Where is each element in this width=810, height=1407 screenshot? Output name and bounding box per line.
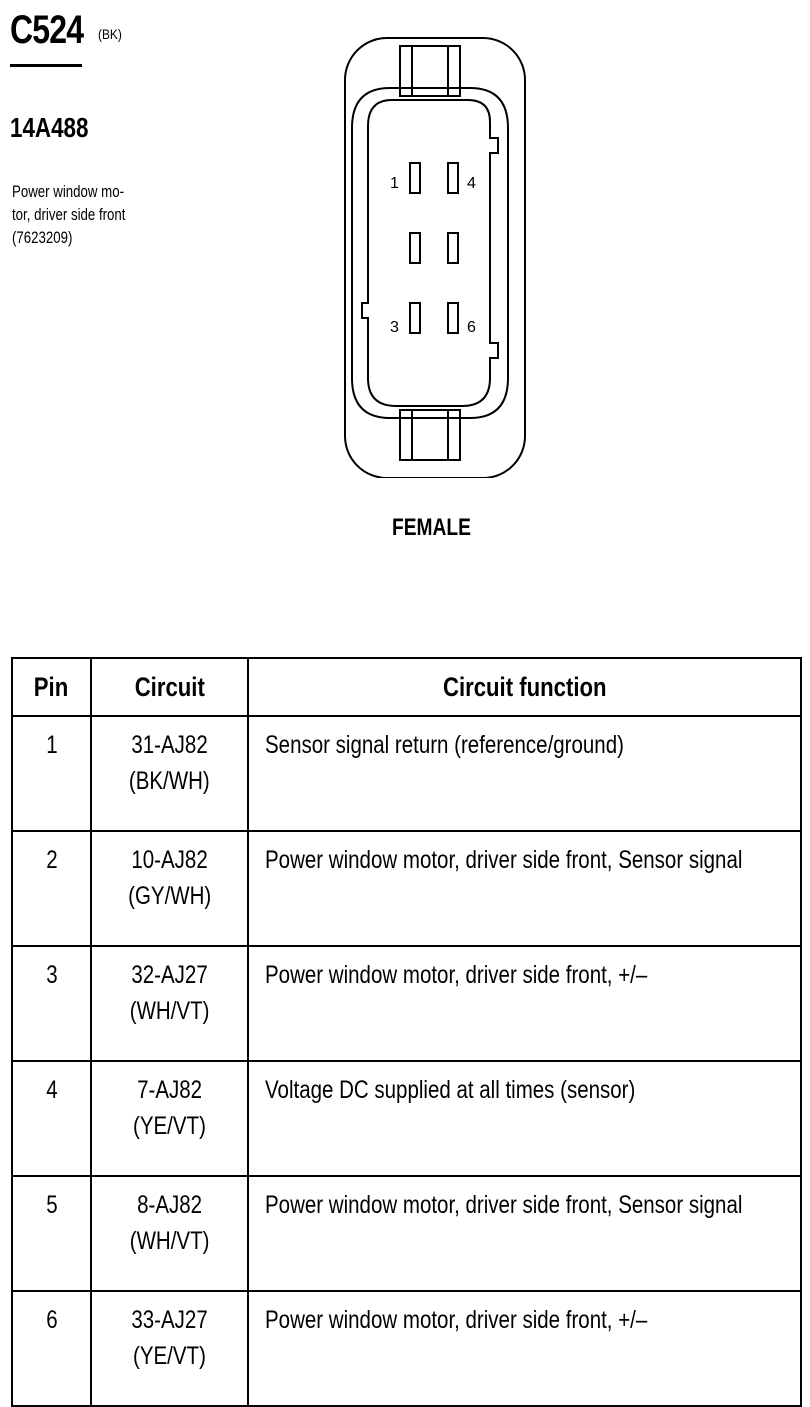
description-line: tor, driver side front xyxy=(12,205,126,224)
circuit-number: 32-AJ27 xyxy=(131,961,208,989)
pinout-table xyxy=(11,657,802,1407)
circuit-number: 8-AJ82 xyxy=(137,1191,202,1219)
circuit-function: Power window motor, driver side front, +/– xyxy=(265,961,648,989)
table-row xyxy=(12,716,801,831)
pin-cavity-5 xyxy=(448,233,458,263)
function-cell xyxy=(248,1176,801,1291)
circuit-number: 33-AJ27 xyxy=(131,1306,208,1334)
pin-cavity-3 xyxy=(410,303,420,333)
function-cell xyxy=(248,831,801,946)
circuit-cell xyxy=(91,1061,248,1176)
header-circuit xyxy=(91,658,248,716)
wire-color: (YE/VT) xyxy=(133,1112,206,1140)
title-underline xyxy=(10,64,82,67)
circuit-function: Sensor signal return (reference/ground) xyxy=(265,731,624,759)
function-cell xyxy=(248,1291,801,1406)
pin-cell xyxy=(12,1061,91,1176)
wire-color: (BK/WH) xyxy=(129,767,210,795)
connector-outer-housing xyxy=(345,38,525,478)
table-row xyxy=(12,1291,801,1406)
circuit-cell xyxy=(91,946,248,1061)
pin-number: 2 xyxy=(45,846,58,874)
circuit-cell xyxy=(91,716,248,831)
connector-inner-shell xyxy=(352,88,508,418)
pin-number: 4 xyxy=(45,1076,58,1104)
pin-label-4: 4 xyxy=(467,175,476,192)
table-header-row xyxy=(12,658,801,716)
connector-color-code: (BK) xyxy=(98,26,122,42)
circuit-cell xyxy=(91,831,248,946)
pin-cavity-6 xyxy=(448,303,458,333)
pin-cell xyxy=(12,1291,91,1406)
pin-label-3: 3 xyxy=(390,319,399,336)
function-cell xyxy=(248,946,801,1061)
circuit-function: Power window motor, driver side front, Sensor signal xyxy=(265,1191,743,1219)
wire-color: (YE/VT) xyxy=(133,1342,206,1370)
wire-color: (WH/VT) xyxy=(129,997,210,1025)
pin-label-1: 1 xyxy=(390,175,399,192)
part-number: 14A488 xyxy=(10,112,89,143)
wire-color: (WH/VT) xyxy=(129,1227,210,1255)
circuit-number: 10-AJ82 xyxy=(131,846,208,874)
header-pin-label: Pin xyxy=(34,671,69,702)
circuit-number: 31-AJ82 xyxy=(131,731,208,759)
connector-gender-label: FEMALE xyxy=(392,514,471,541)
circuit-cell xyxy=(91,1176,248,1291)
pin-label-6: 6 xyxy=(467,319,476,336)
pin-number: 1 xyxy=(45,731,58,759)
pin-number: 6 xyxy=(45,1306,58,1334)
circuit-function: Power window motor, driver side front, Sensor signal xyxy=(265,846,743,874)
table-row xyxy=(12,831,801,946)
circuit-cell xyxy=(91,1291,248,1406)
connector-insert xyxy=(362,100,498,406)
connector-face-diagram xyxy=(330,18,530,478)
table-row xyxy=(12,1176,801,1291)
pin-number: 5 xyxy=(45,1191,58,1219)
pin-number: 3 xyxy=(45,961,58,989)
pin-cell xyxy=(12,946,91,1061)
pin-cell xyxy=(12,716,91,831)
circuit-number: 7-AJ82 xyxy=(137,1076,202,1104)
connector-id: C524 xyxy=(10,8,84,52)
header-circuit-label: Circuit xyxy=(134,671,205,702)
pin-cell xyxy=(12,831,91,946)
table-row xyxy=(12,946,801,1061)
header-function-label: Circuit function xyxy=(442,671,607,702)
header-pin xyxy=(12,658,91,716)
pin-cell xyxy=(12,1176,91,1291)
function-cell xyxy=(248,1061,801,1176)
description-line: (7623209) xyxy=(12,228,73,247)
pin-cavity-1 xyxy=(410,163,420,193)
circuit-function: Voltage DC supplied at all times (sensor) xyxy=(265,1076,636,1104)
function-cell xyxy=(248,716,801,831)
header-function xyxy=(248,658,801,716)
description-line: Power window mo- xyxy=(12,182,125,201)
pin-cavity-2 xyxy=(410,233,420,263)
wire-color: (GY/WH) xyxy=(127,882,212,910)
table-row xyxy=(12,1061,801,1176)
connector-description xyxy=(12,180,126,249)
circuit-function: Power window motor, driver side front, +/– xyxy=(265,1306,648,1334)
pin-cavity-4 xyxy=(448,163,458,193)
